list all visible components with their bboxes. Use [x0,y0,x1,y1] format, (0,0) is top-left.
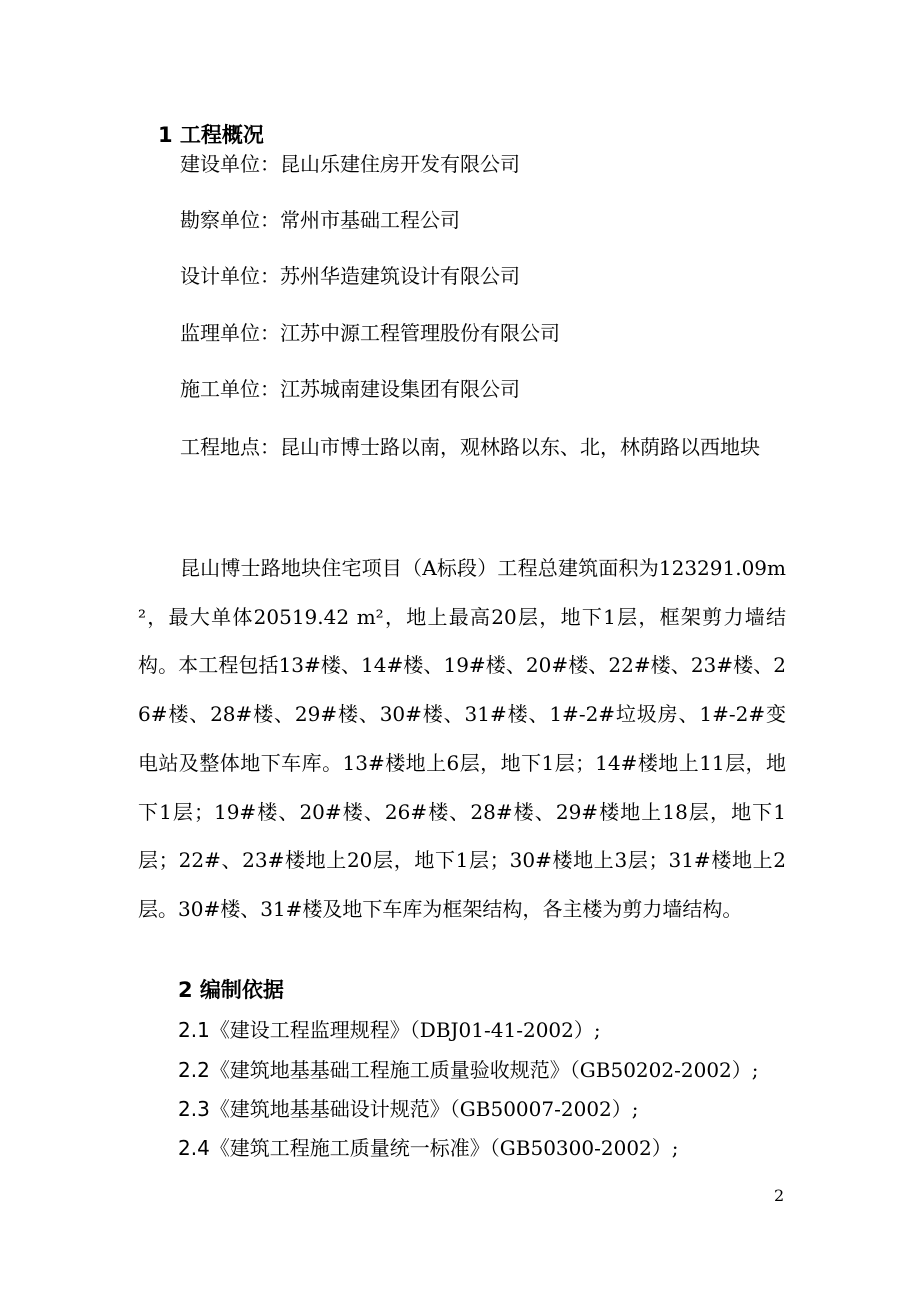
basis-item [178,1056,759,1084]
page-number: 2 [774,1186,785,1205]
project-overview-paragraph: 昆山博士路地块住宅项目（A标段）工程总建筑面积为123291.09m²，最大单体20519.42 m²，地上最高20层，地下1层，框架剪力墙结构。本工程包括13#楼、14#楼、19#楼、20#楼、22#楼、23#楼、26#楼、28#楼、29#楼、30#楼、31#楼、1#-2#垃圾房、1#-2#变电站及整体地下车库。13#楼地上6层，地下1层；14#楼地上11层，地下1层；19#楼、20#楼、26#楼、28#楼、29#楼地上18层，地下1层；22#、23#楼地上20层，地下1层；30#楼地上3层；31#楼地上2层。30#楼、31#楼及地下车库为框架结构，各主楼为剪力墙结构。 [138,556,786,921]
basis-item-text: 《建筑地基基础工程施工质量验收规范》（GB50202-2002）; [209,1058,759,1082]
design-unit-line: 设计单位：苏州华造建筑设计有限公司 [180,264,520,288]
basis-item-number: 2.4 [178,1136,210,1160]
basis-item [178,1134,679,1162]
survey-unit-line: 勘察单位：常州市基础工程公司 [180,208,460,232]
section-heading-project-overview: 1 工程概况 [158,123,264,147]
contractor-unit-line: 施工单位：江苏城南建设集团有限公司 [180,377,520,401]
basis-item [178,1095,639,1123]
basis-item-text: 《建筑工程施工质量统一标准》（GB50300-2002）; [209,1136,679,1160]
basis-item-text: 《建筑地基基础设计规范》（GB50007-2002）; [209,1097,639,1121]
supervision-unit-line: 监理单位：江苏中源工程管理股份有限公司 [180,321,560,345]
basis-item-text: 《建设工程监理规程》（DBJ01-41-2002）; [209,1018,601,1042]
construction-unit-line: 建设单位：昆山乐建住房开发有限公司 [180,152,520,176]
basis-item-number: 2.3 [178,1097,210,1121]
project-location-paragraph: 工程地点：昆山市博士路以南，观林路以东、北，林荫路以西地块 [180,435,760,459]
basis-item-number: 2.2 [178,1058,210,1082]
section-heading-basis: 2 编制依据 [178,978,284,1002]
basis-item-number: 2.1 [178,1018,210,1042]
basis-item [178,1016,601,1044]
